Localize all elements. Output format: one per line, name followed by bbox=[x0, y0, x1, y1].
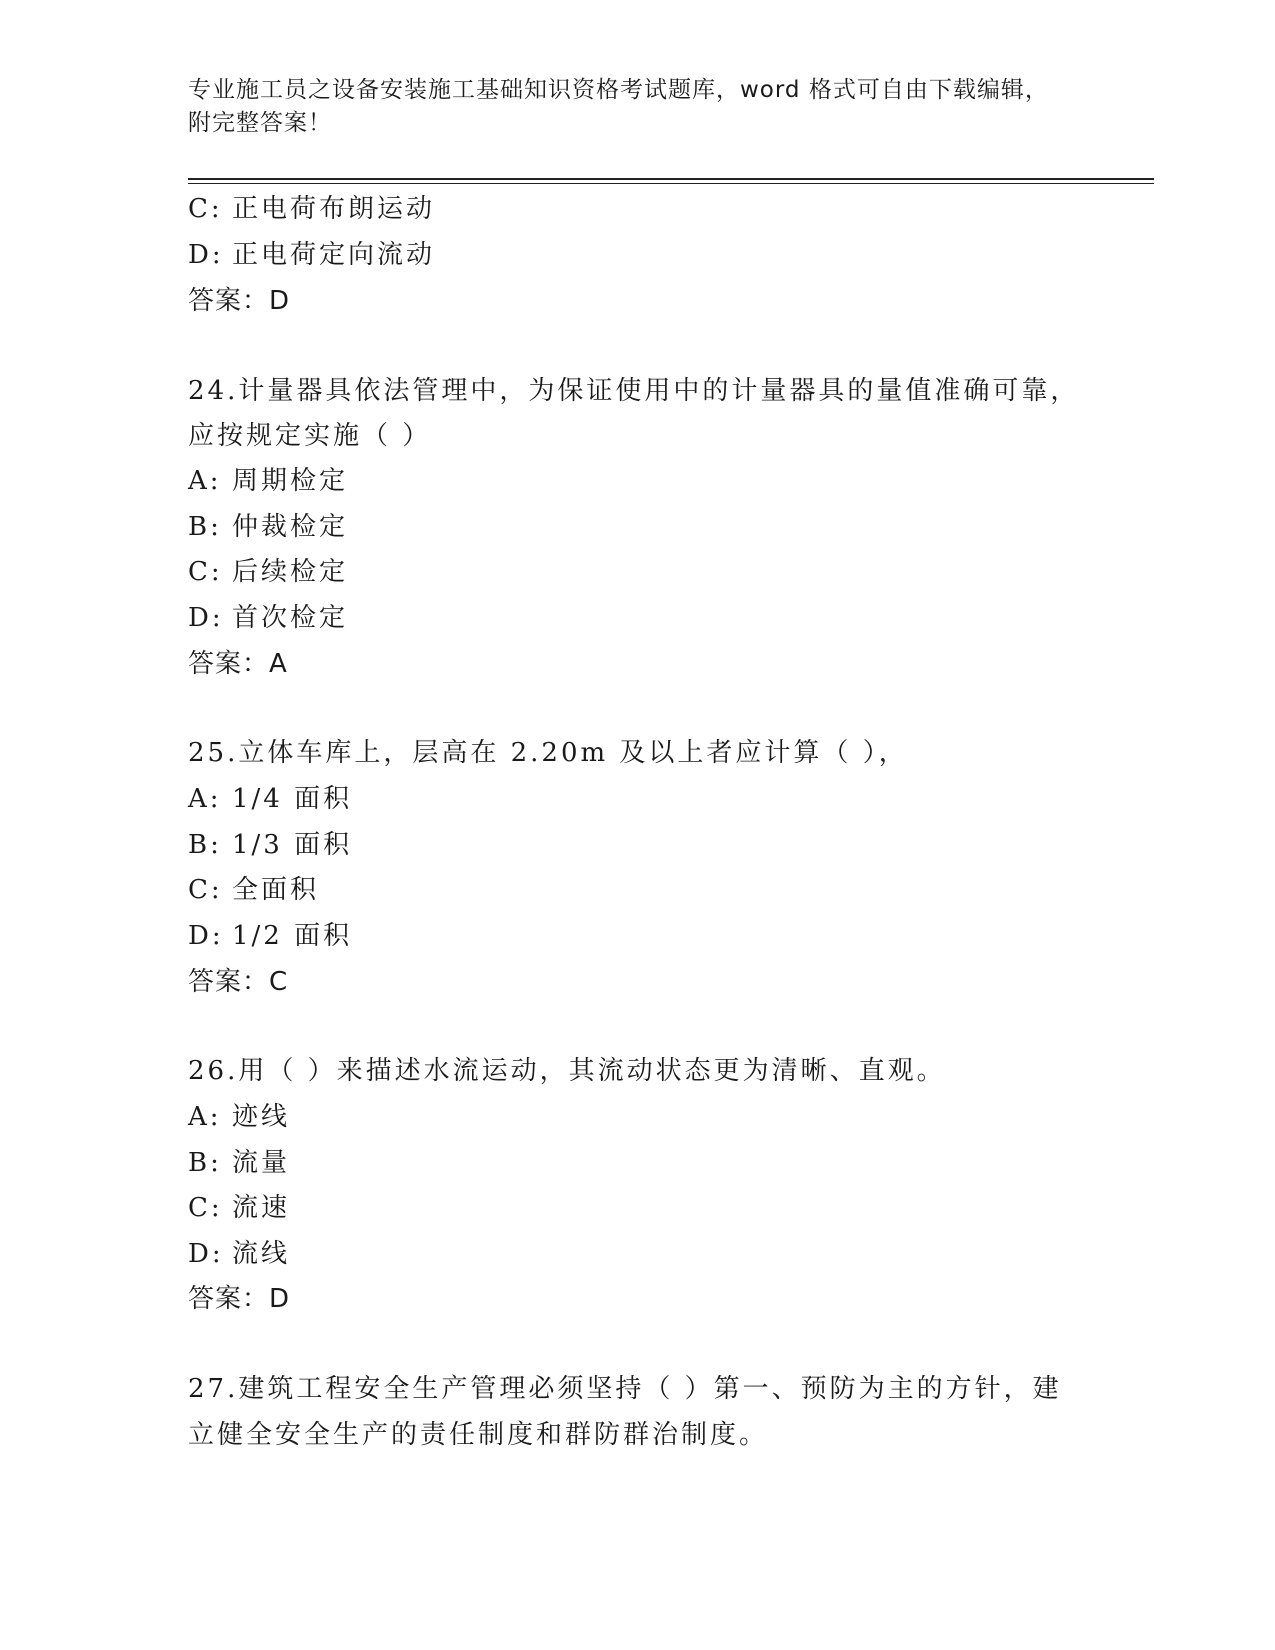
document-header bbox=[188, 74, 1088, 140]
option-text: 迹线 bbox=[232, 1102, 291, 1132]
header-divider bbox=[188, 178, 1154, 180]
header-line-1: 专业施工员之设备安装施工基础知识资格考试题库，word 格式可自由下载编辑， bbox=[188, 77, 1049, 103]
option-text: 流速 bbox=[232, 1193, 291, 1223]
option-text: 1/2 面积 bbox=[232, 921, 353, 951]
option-letter: D: bbox=[188, 921, 224, 951]
option-text: 周期检定 bbox=[232, 466, 349, 496]
option-letter: C: bbox=[188, 875, 223, 905]
question-stem-cont: 立健全安全生产的责任制度和群防群治制度。 bbox=[188, 1420, 769, 1450]
question-stem-cont: 应按规定实施（ ） bbox=[188, 421, 432, 451]
question-stem: 26.用（ ）来描述水流运动，其流动状态更为清晰、直观。 bbox=[188, 1056, 946, 1086]
option-text: 1/3 面积 bbox=[232, 830, 353, 860]
option-letter: C: bbox=[188, 194, 223, 224]
option-letter: A: bbox=[188, 784, 222, 814]
option-b bbox=[188, 830, 352, 860]
option-text: 后续检定 bbox=[232, 557, 349, 587]
question-stem: 27.建筑工程安全生产管理必须坚持（ ）第一、预防为主的方针，建 bbox=[188, 1374, 1062, 1404]
option-text: 全面积 bbox=[232, 875, 320, 905]
option-b bbox=[188, 1148, 290, 1178]
option-letter: D: bbox=[188, 603, 224, 633]
option-a bbox=[188, 1102, 290, 1132]
option-b bbox=[188, 512, 348, 542]
answer-line: 答案：A bbox=[188, 649, 288, 679]
answer-line: 答案：D bbox=[188, 1284, 291, 1314]
option-c bbox=[188, 557, 348, 587]
option-letter: D: bbox=[188, 1239, 224, 1269]
option-letter: A: bbox=[188, 466, 222, 496]
option-letter: B: bbox=[188, 830, 222, 860]
option-letter: C: bbox=[188, 557, 223, 587]
option-d bbox=[188, 240, 435, 270]
option-c bbox=[188, 194, 435, 224]
header-line-2: 附完整答案！ bbox=[188, 110, 332, 136]
option-c bbox=[188, 875, 319, 905]
option-letter: B: bbox=[188, 1148, 222, 1178]
option-text: 首次检定 bbox=[232, 603, 349, 633]
question-stem: 25.立体车库上，层高在 2.20m 及以上者应计算（ ）， bbox=[188, 738, 908, 768]
option-text: 正电荷定向流动 bbox=[232, 240, 436, 270]
option-text: 仲裁检定 bbox=[232, 512, 349, 542]
option-a bbox=[188, 466, 348, 496]
option-text: 流量 bbox=[232, 1148, 291, 1178]
option-letter: D: bbox=[188, 240, 224, 270]
option-letter: A: bbox=[188, 1102, 222, 1132]
option-a bbox=[188, 784, 352, 814]
option-d bbox=[188, 1239, 290, 1269]
option-d bbox=[188, 603, 348, 633]
option-text: 1/4 面积 bbox=[232, 784, 353, 814]
option-text: 流线 bbox=[232, 1239, 291, 1269]
option-text: 正电荷布朗运动 bbox=[232, 194, 436, 224]
option-d bbox=[188, 921, 352, 951]
option-letter: C: bbox=[188, 1193, 223, 1223]
option-c bbox=[188, 1193, 290, 1223]
option-letter: B: bbox=[188, 512, 222, 542]
header-divider-thin bbox=[188, 183, 1154, 184]
question-stem: 24.计量器具依法管理中，为保证使用中的计量器具的量值准确可靠， bbox=[188, 376, 1080, 406]
answer-line: 答案：C bbox=[188, 967, 289, 997]
answer-line: 答案：D bbox=[188, 286, 291, 316]
